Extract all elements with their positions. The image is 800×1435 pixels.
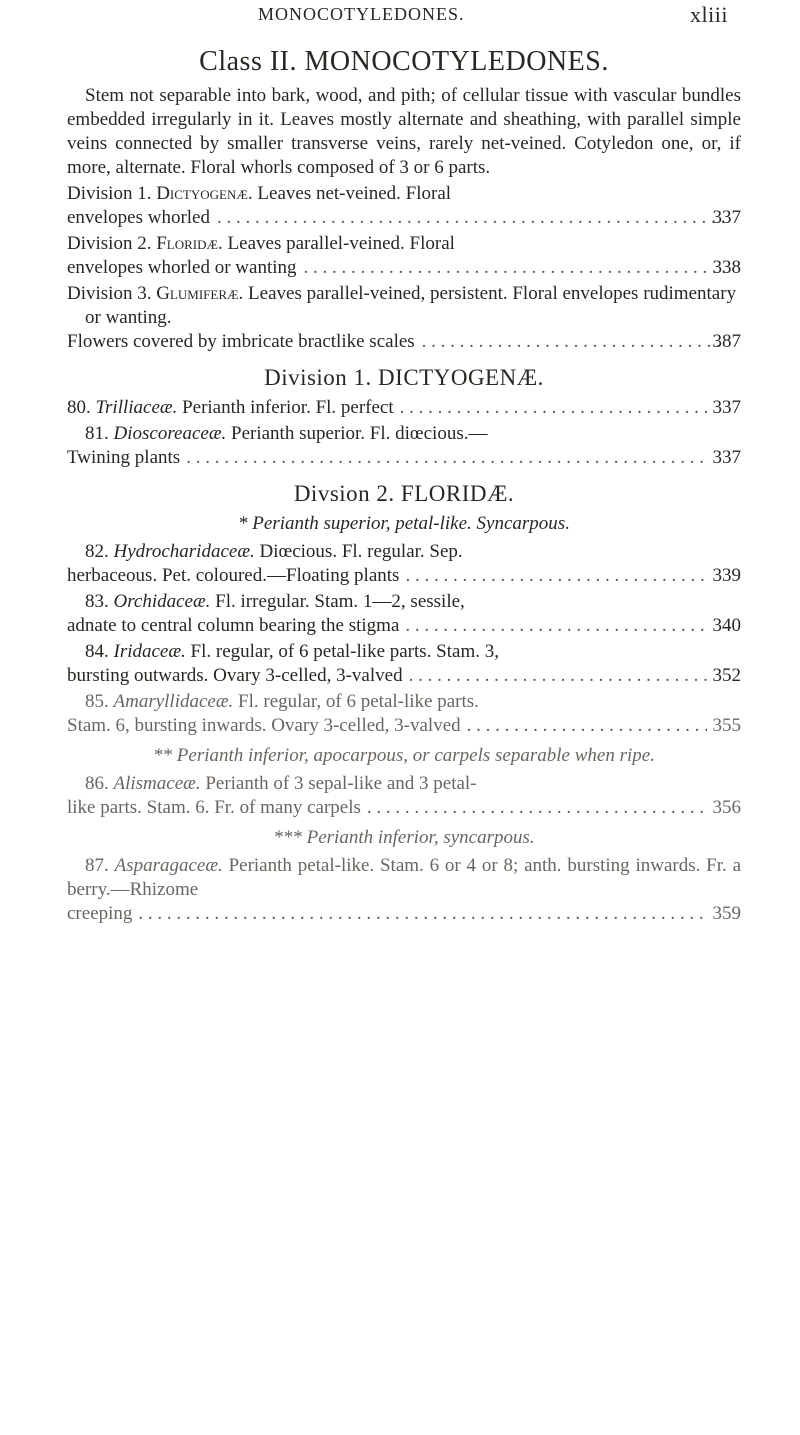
entry-body: Fl. irregular. Stam. 1—2, sessile, xyxy=(215,591,465,612)
division-page: 338 xyxy=(712,257,741,278)
family-name: Orchidaceæ. xyxy=(113,591,211,612)
entry-leader-line xyxy=(67,446,741,470)
family-name: Trilliaceæ. xyxy=(95,397,178,418)
entry-number: 87. xyxy=(85,855,109,876)
division-1-summary xyxy=(67,182,741,230)
entry-leader-line xyxy=(67,614,741,638)
division-text-cont: Flowers covered by imbricate bractlike scales xyxy=(67,331,415,352)
family-entry xyxy=(67,854,741,926)
entry-body: Diœcious. Fl. regular. Sep. xyxy=(259,541,463,562)
entry-body-cont: or 8; anth. bursting inwards. Fr. a berry.—Rhizome xyxy=(67,855,742,900)
division-text-cont: envelopes whorled or wanting xyxy=(67,257,297,278)
division-page: 337 xyxy=(712,207,741,228)
entry-tail: bursting outwards. Ovary 3-celled, 3-valved xyxy=(67,665,403,686)
entry-number: 84. xyxy=(85,641,109,662)
entry-body: Fl. regular, of 6 petal-like parts. xyxy=(238,691,479,712)
leader-dots xyxy=(467,714,707,738)
leader-dots xyxy=(186,446,706,470)
entry-tail: Twining plants xyxy=(67,447,181,468)
entry-page: 356 xyxy=(712,797,741,818)
family-name: Hydrocharidaceæ. xyxy=(113,541,255,562)
division-2-heading: Divsion 2. FLORIDÆ. xyxy=(293,481,515,506)
entry-body: Perianth of 3 sepal-like and 3 petal- xyxy=(205,773,477,794)
entry-body: Perianth superior. Fl. diœcious.— xyxy=(231,423,488,444)
division-text: Leaves net-veined. Floral xyxy=(257,183,452,204)
leader-dots xyxy=(303,256,725,280)
intro-paragraph: Stem not separable into bark, wood, and pith; of cellular tissue with vascular bundles embedded irregularly in it. Leaves mostly alternate and sheathing, with parallel simple veins connected by smaller transverse veins, rarely net-veined. Cotyledon one, or, if more, alternate. Floral whorls composed of 3 or 6 parts. xyxy=(67,85,741,178)
family-entry xyxy=(67,396,741,420)
entry-tail: adnate to central column bearing the stigma xyxy=(67,615,400,636)
page-number: xliii xyxy=(690,2,728,27)
division-3-summary xyxy=(67,282,741,354)
leader-dots xyxy=(216,206,725,230)
family-name: Dioscoreaceæ. xyxy=(113,423,227,444)
division-name: Dictyogenæ. xyxy=(156,183,253,204)
family-name: Amaryllidaceæ. xyxy=(113,691,234,712)
subgroup-heading: * Perianth superior, petal-like. Syncarpous. xyxy=(238,513,570,534)
division-1-heading: Division 1. DICTYOGENÆ. xyxy=(264,365,544,390)
division-label: Division 3. xyxy=(67,283,152,304)
entry-body: Perianth inferior. Fl. perfect xyxy=(182,397,394,418)
entry-leader-line xyxy=(67,902,741,926)
leader-dots xyxy=(421,330,725,354)
division-leader-line xyxy=(67,256,741,280)
leader-dots xyxy=(409,664,707,688)
division-leader-line xyxy=(67,330,741,354)
division-text: Leaves parallel-veined, persistent. Floral envelopes rudimentary or wanting. xyxy=(85,283,737,328)
division-text: Leaves parallel-veined. Floral xyxy=(227,233,455,254)
division-leader-line xyxy=(67,206,741,230)
entry-page: 339 xyxy=(712,565,741,586)
division-page: 387 xyxy=(712,331,741,352)
entry-tail: like parts. Stam. 6. Fr. of many carpels xyxy=(67,797,361,818)
family-entry xyxy=(67,540,741,588)
family-entry xyxy=(67,640,741,688)
family-name: Alismaceæ. xyxy=(113,773,201,794)
entry-leader-line xyxy=(67,796,741,820)
subgroup-heading: ** Perianth inferior, apocarpous, or carpels separable when ripe. xyxy=(153,745,655,766)
entry-page: 340 xyxy=(712,615,741,636)
leader-dots xyxy=(400,396,707,420)
entry-page: 337 xyxy=(712,397,741,418)
leader-dots xyxy=(405,614,706,638)
family-entry xyxy=(67,690,741,738)
subgroup-heading: *** Perianth inferior, syncarpous. xyxy=(273,827,535,848)
entry-page: 359 xyxy=(712,903,741,924)
leader-dots xyxy=(138,902,706,926)
division-2-summary xyxy=(67,232,741,280)
family-name: Iridaceæ. xyxy=(113,641,186,662)
entry-tail: herbaceous. Pet. coloured.—Floating plants xyxy=(67,565,400,586)
leader-dots xyxy=(367,796,707,820)
entry-leader-line xyxy=(67,564,741,588)
family-entry xyxy=(67,772,741,820)
entry-leader-line xyxy=(67,714,741,738)
entry-number: 85. xyxy=(85,691,109,712)
entry-page: 352 xyxy=(712,665,741,686)
leader-dots xyxy=(405,564,706,588)
family-entry xyxy=(67,590,741,638)
entry-leader-line xyxy=(67,396,741,420)
family-entry xyxy=(67,422,741,470)
entry-tail: creeping xyxy=(67,903,133,924)
family-name: Asparagaceæ. xyxy=(114,855,223,876)
division-label: Division 2. xyxy=(67,233,152,254)
entry-number: 86. xyxy=(85,773,109,794)
division-name: Glumiferæ. xyxy=(156,283,244,304)
class-title: Class II. MONOCOTYLEDONES. xyxy=(199,46,609,77)
entry-page: 337 xyxy=(712,447,741,468)
entry-body: Perianth petal-like. Stam. 6 or 4 xyxy=(228,855,477,876)
entry-number: 83. xyxy=(85,591,109,612)
entry-body: Fl. regular, of 6 petal-like parts. Stam. 3, xyxy=(190,641,499,662)
page-content xyxy=(67,46,741,926)
entry-number: 80. xyxy=(67,397,91,418)
division-label: Division 1. xyxy=(67,183,152,204)
division-text-cont: envelopes whorled xyxy=(67,207,210,228)
entry-page: 355 xyxy=(712,715,741,736)
division-name: Floridæ. xyxy=(156,233,223,254)
entry-number: 81. xyxy=(85,423,109,444)
entry-leader-line xyxy=(67,664,741,688)
entry-number: 82. xyxy=(85,541,109,562)
entry-tail: Stam. 6, bursting inwards. Ovary 3-celled, 3-valved xyxy=(67,715,461,736)
running-head-title: MONOCOTYLEDONES. xyxy=(258,4,465,24)
